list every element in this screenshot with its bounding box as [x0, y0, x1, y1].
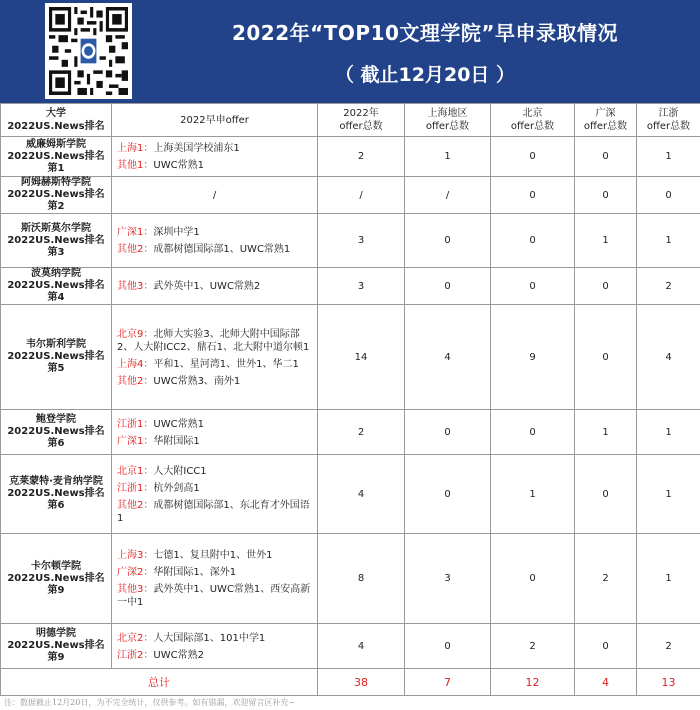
- jiangzhe-cell: 0: [637, 177, 700, 214]
- table-row: [1, 534, 700, 624]
- university-cell: [1, 455, 112, 534]
- guangshen-cell: 0: [575, 455, 637, 534]
- offer-detail: 杭外剑高1: [153, 482, 200, 494]
- header-total-line2: offer总数: [339, 121, 383, 132]
- offer-region: 江浙2: [117, 649, 144, 661]
- university-cell: [1, 624, 112, 669]
- offer-line: 广深1：深圳中学1: [117, 227, 200, 238]
- offer-detail: UWC常熟1: [153, 160, 204, 171]
- offer-detail: 华附国际1、深外1: [153, 567, 237, 578]
- offer-line: 江浙1：UWC常熟1: [117, 418, 204, 430]
- offer-cell: /: [112, 177, 318, 214]
- offer-line: 广深1：华附国际1: [117, 435, 200, 447]
- offer-detail: 武外英中1、UWC常熟2: [153, 281, 261, 292]
- beijing-cell: 0: [491, 534, 575, 624]
- total-cell: 4: [318, 624, 405, 669]
- header-total-line1: 2022年: [343, 108, 379, 119]
- university-rank: 2022US.News排名第4: [7, 280, 105, 303]
- total-cell: 2: [318, 410, 405, 455]
- shanghai-cell: 1: [405, 137, 491, 177]
- offer-line: 其他1：UWC常熟1: [117, 160, 204, 171]
- offer-line: 上海3：七德1、复旦附中1、世外1: [117, 550, 273, 561]
- shanghai-cell: 0: [405, 624, 491, 669]
- col-header-shanghai: [405, 104, 491, 137]
- offer-region: 其他1: [117, 160, 144, 171]
- university-rank: 2022US.News排名第6: [7, 426, 105, 449]
- col-header-jiangzhe: [637, 104, 700, 137]
- university-cell: [1, 268, 112, 305]
- university-name: 波莫纳学院: [31, 268, 81, 279]
- table-row: [1, 214, 700, 268]
- totals-jiangzhe: 13: [637, 669, 700, 696]
- page-title: 2022年“TOP10文理学院”早申录取情况: [231, 21, 619, 45]
- offer-line: 广深2：华附国际1、深外1: [117, 567, 237, 578]
- header-beijing-line2: offer总数: [510, 121, 555, 132]
- university-cell: [1, 137, 112, 177]
- offer-line: 北京2：人大国际部1、101中学1: [117, 632, 266, 644]
- col-header-university: [1, 104, 112, 137]
- offer-cell: [112, 410, 318, 455]
- table-row: [1, 177, 700, 214]
- offer-line: 江浙1：杭外剑高1: [117, 482, 200, 494]
- university-name: 韦尔斯利学院: [26, 339, 86, 350]
- header-guangshen-line1: 广深: [595, 108, 616, 119]
- university-rank: 2022US.News排名第1: [7, 150, 105, 174]
- university-name: 明德学院: [36, 628, 76, 639]
- offer-region: 北京2: [117, 632, 144, 644]
- header-jiangzhe-line2: offer总数: [646, 121, 691, 132]
- jiangzhe-cell: 1: [637, 410, 700, 455]
- university-name: 克莱蒙特·麦肯纳学院: [9, 476, 103, 487]
- offer-region: 北京9: [117, 328, 144, 340]
- offer-detail: 平和1、星河湾1、世外1、华二1: [153, 358, 299, 370]
- offer-region: 上海3: [117, 550, 144, 561]
- offer-detail: 七德1、复旦附中1、世外1: [153, 550, 273, 561]
- offer-region: 其他3: [117, 584, 144, 595]
- offer-detail: 武外英中1、UWC常熟1、西安高新一中1: [117, 584, 311, 608]
- footnote: 注：数据截止12月20日，为不完全统计，仅供参考。如有错漏，欢迎留言区补充~: [4, 698, 296, 707]
- totals-label: 总计: [1, 669, 318, 696]
- guangshen-cell: 0: [575, 305, 637, 410]
- offer-cell: [112, 268, 318, 305]
- shanghai-cell: 3: [405, 534, 491, 624]
- totals-total: 38: [318, 669, 405, 696]
- page-subtitle: （ 截止12月20日 ）: [334, 64, 516, 86]
- university-rank: 2022US.News排名第9: [7, 640, 105, 663]
- guangshen-cell: 0: [575, 137, 637, 177]
- beijing-cell: 0: [491, 137, 575, 177]
- offer-cell: [112, 137, 318, 177]
- header-university-line2: 2022US.News排名: [7, 121, 105, 132]
- header-university-line1: 大学: [46, 108, 66, 119]
- offer-region: 其他2: [117, 244, 144, 255]
- header-banner: [0, 0, 700, 103]
- offer-detail: 华附国际1: [153, 435, 200, 447]
- header-jiangzhe-line1: 江浙: [658, 108, 679, 119]
- table-row: [1, 137, 700, 177]
- col-header-offer: 2022早申offer: [112, 104, 318, 137]
- jiangzhe-cell: 2: [637, 268, 700, 305]
- offer-detail: 北师大实验3、北师大附中国际部2、人大附ICC2、鼎石1、北大附中道尔顿1: [117, 328, 310, 353]
- offer-detail: 成都树德国际部1、东北育才外国语1: [117, 499, 310, 524]
- university-rank: 2022US.News排名第6: [7, 488, 105, 511]
- total-cell: 8: [318, 534, 405, 624]
- university-name: 威廉姆斯学院: [26, 138, 86, 150]
- offer-line: 其他2：UWC常熟3、南外1: [117, 375, 241, 387]
- totals-shanghai: 7: [405, 669, 491, 696]
- table-row: [1, 624, 700, 669]
- offer-cell: [112, 455, 318, 534]
- beijing-cell: 0: [491, 214, 575, 268]
- jiangzhe-cell: 1: [637, 534, 700, 624]
- offer-cell: [112, 214, 318, 268]
- university-cell: [1, 534, 112, 624]
- beijing-cell: 2: [491, 624, 575, 669]
- university-cell: [1, 305, 112, 410]
- offer-region: 其他2: [117, 375, 144, 387]
- offer-line: 江浙2：UWC常熟2: [117, 649, 204, 661]
- offer-detail: UWC常熟3、南外1: [153, 375, 241, 387]
- university-cell: [1, 410, 112, 455]
- header-shanghai-line2: offer总数: [425, 121, 470, 132]
- jiangzhe-cell: 1: [637, 214, 700, 268]
- offer-line: 其他3：武外英中1、UWC常熟1、西安高新一中1: [117, 584, 311, 608]
- university-cell: [1, 177, 112, 214]
- shanghai-cell: 0: [405, 410, 491, 455]
- university-name: 鲍登学院: [36, 414, 76, 425]
- guangshen-cell: 2: [575, 534, 637, 624]
- total-cell: 14: [318, 305, 405, 410]
- table-row: [1, 455, 700, 534]
- offer-region: 江浙1: [117, 482, 144, 494]
- offer-cell: [112, 305, 318, 410]
- offer-line: 上海4：平和1、星河湾1、世外1、华二1: [117, 358, 299, 370]
- col-header-total: [318, 104, 405, 137]
- col-header-beijing: [491, 104, 575, 137]
- shanghai-cell: 0: [405, 214, 491, 268]
- university-cell: [1, 214, 112, 268]
- offer-region: 北京1: [117, 465, 144, 477]
- shanghai-cell: 4: [405, 305, 491, 410]
- offer-region: 广深2: [117, 567, 144, 578]
- jiangzhe-cell: 1: [637, 455, 700, 534]
- admissions-table: [0, 103, 700, 696]
- col-header-guangshen: [575, 104, 637, 137]
- totals-beijing: 12: [491, 669, 575, 696]
- beijing-cell: 0: [491, 410, 575, 455]
- qr-code: [45, 3, 132, 99]
- guangshen-cell: 0: [575, 177, 637, 214]
- university-name: 阿姆赫斯特学院: [21, 177, 91, 188]
- beijing-cell: 0: [491, 268, 575, 305]
- offer-region: 广深1: [117, 435, 144, 447]
- table-header-row: [1, 104, 700, 137]
- total-cell: 4: [318, 455, 405, 534]
- offer-cell: [112, 534, 318, 624]
- shanghai-cell: /: [405, 177, 491, 214]
- university-rank: 2022US.News排名第2: [7, 189, 105, 212]
- guangshen-cell: 0: [575, 624, 637, 669]
- offer-line: 北京1：人大附ICC1: [117, 465, 207, 477]
- offer-detail: UWC常熟1: [153, 418, 204, 430]
- offer-detail: UWC常熟2: [153, 649, 204, 661]
- qr-code-icon: [49, 7, 128, 95]
- offer-line: 北京9：北师大实验3、北师大附中国际部2、人大附ICC2、鼎石1、北大附中道尔顿1: [117, 328, 310, 353]
- offer-region: 上海1: [117, 143, 144, 154]
- total-cell: /: [318, 177, 405, 214]
- guangshen-cell: 1: [575, 410, 637, 455]
- offer-detail: 深圳中学1: [153, 227, 200, 238]
- university-rank: 2022US.News排名第5: [7, 351, 105, 374]
- university-rank: 2022US.News排名第3: [7, 234, 105, 258]
- table-row: [1, 410, 700, 455]
- beijing-cell: 0: [491, 177, 575, 214]
- offer-detail: 人大附ICC1: [153, 465, 207, 477]
- header-beijing-line1: 北京: [522, 108, 543, 119]
- guangshen-cell: 0: [575, 268, 637, 305]
- total-cell: 2: [318, 137, 405, 177]
- offer-region: 江浙1: [117, 418, 144, 430]
- guangshen-cell: 1: [575, 214, 637, 268]
- table-row: [1, 268, 700, 305]
- shanghai-cell: 0: [405, 455, 491, 534]
- offer-cell: [112, 624, 318, 669]
- offer-line: 其他2：成都树德国际部1、东北育才外国语1: [117, 499, 310, 524]
- offer-line: 上海1：上海美国学校浦东1: [117, 143, 240, 154]
- offer-detail: 人大国际部1、101中学1: [153, 632, 266, 644]
- total-cell: 3: [318, 214, 405, 268]
- offer-line: 其他2：成都树德国际部1、UWC常熟1: [117, 244, 291, 255]
- offer-line: 其他3：武外英中1、UWC常熟2: [117, 281, 261, 292]
- offer-region: 其他3: [117, 281, 144, 292]
- jiangzhe-cell: 4: [637, 305, 700, 410]
- total-cell: 3: [318, 268, 405, 305]
- offer-detail: 上海美国学校浦东1: [153, 143, 240, 154]
- header-shanghai-line1: 上海地区: [427, 108, 468, 119]
- offer-region: 上海4: [117, 358, 144, 370]
- totals-row: [1, 669, 700, 696]
- beijing-cell: 9: [491, 305, 575, 410]
- offer-detail: 成都树德国际部1、UWC常熟1: [153, 244, 291, 255]
- table-row: [1, 305, 700, 410]
- header-guangshen-line2: offer总数: [583, 121, 628, 132]
- offer-region: 广深1: [117, 227, 144, 238]
- totals-guangshen: 4: [575, 669, 637, 696]
- beijing-cell: 1: [491, 455, 575, 534]
- university-name: 斯沃斯莫尔学院: [21, 222, 91, 234]
- university-rank: 2022US.News排名第9: [7, 572, 105, 596]
- jiangzhe-cell: 2: [637, 624, 700, 669]
- offer-region: 其他2: [117, 499, 144, 511]
- jiangzhe-cell: 1: [637, 137, 700, 177]
- shanghai-cell: 0: [405, 268, 491, 305]
- university-name: 卡尔顿学院: [31, 560, 81, 572]
